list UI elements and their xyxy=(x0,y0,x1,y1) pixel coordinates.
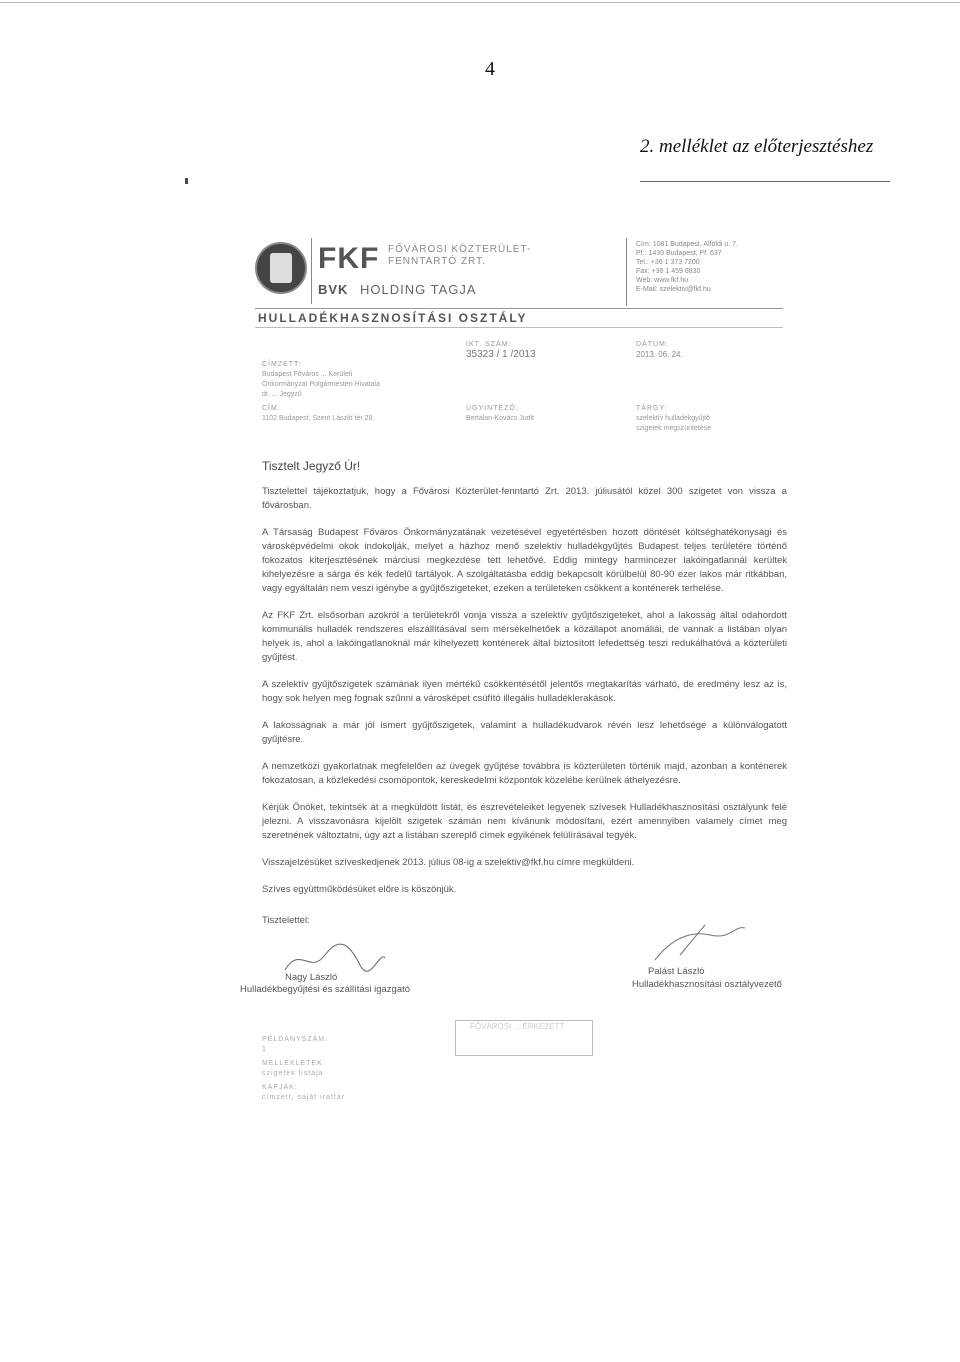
date-value: 2013. 06. 24. xyxy=(636,350,683,359)
recipients-label: KAPJÁK: xyxy=(262,1084,298,1091)
paragraph: Kérjük Önöket, tekintsék át a megküldött listát, és észrevételeiket legyenek szívesek Hulladékhasznosítási osztályunk felé jelezni. A visszavonásra kijelölt szigetek számán nem kívánunk módosítani, ezért amennyiben valamely címet meg szeretnének változtatni, úgy azt a listában szereplő címek egyikének felülírásával tegyék. xyxy=(262,802,787,841)
paragraph: Visszajelzésüket szíveskedjenek 2013. július 08-ig a szelektiv@fkf.hu címre megküldeni. xyxy=(262,857,635,868)
paragraph: Tisztelettel tájékoztatjuk, hogy a Fővárosi Közterület-fenntartó Zrt. 2013. júliusától közel 300 szigetet von vissza a fővárosban. xyxy=(262,486,787,511)
department-name: HULLADÉKHASZNOSÍTÁSI OSZTÁLY xyxy=(258,311,528,325)
copies-value: 1 xyxy=(262,1046,267,1053)
company-name xyxy=(388,244,531,268)
contact-divider xyxy=(626,238,627,306)
company-line: FENNTARTÓ ZRT. xyxy=(388,256,486,267)
signatory-title: Hulladékhasznosítási osztályvezető xyxy=(632,979,782,990)
paragraph: Az FKF Zrt. elsősorban azokról a területekről vonja vissza a szelektív gyűjtőszigeteket, ahol a lakosság által odahordott kommunális hulladék rendszeres elszállításával sem mérsékelhetőek a közállapot anomáliái, de vannak a listában olyan helyek is, ahol a lakóingatlanoknál már kihelyezett konténerek által biztosított lefedettség teszi redukálhatóvá a közterületi gyűjtést. xyxy=(262,610,787,663)
margin-mark xyxy=(185,178,188,184)
addressee-line: dr. ... Jegyző xyxy=(262,391,302,398)
paragraph: A Társaság Budapest Főváros Önkormányzatának vezetésével egyetértésben hozott döntését költséghatékonysági és városképvédelmi okok indokolják, melyet a házhoz menő szelektív hulladékgyűjtés Budapest teljes területére történő fokozatos kiterjesztésének márciusi megkezdése tett lehetővé. Eddig mintegy harmincezer lakóingatlannál kerültek kihelyezésre a sárga és kék fedelű tartályok. A szolgáltatásba eddig bekapcsolt körülbelül 80-90 ezer lakos már ritkábban, vagy egyáltalán nem veszi igénybe a gyűjtőszigeteket, ezeken a területeken csökkent a konténerek terhelése. xyxy=(262,527,787,594)
reference-block xyxy=(466,340,536,360)
reference-label: IKT. SZÁM: xyxy=(466,341,512,348)
stamp-text: FŐVÁROSI ... ÉRKEZETT xyxy=(470,1022,565,1031)
letter-body xyxy=(262,459,787,910)
addressee-block xyxy=(262,360,380,400)
address-block xyxy=(262,404,374,424)
address-value: 1102 Budapest, Szent László tér 29. xyxy=(262,415,375,422)
contact-line: Pf.: 1439 Budapest, Pf. 637 xyxy=(636,250,722,257)
subject-line: szigetek megszüntetése xyxy=(636,425,712,432)
department-rule-bottom xyxy=(255,327,783,328)
subject-line: szelektív hulladékgyűjtő xyxy=(636,415,710,422)
holding-brand: BVK xyxy=(318,282,349,297)
addressee-label: CÍMZETT: xyxy=(262,361,302,368)
page-number: 4 xyxy=(485,58,495,80)
waste-bin-icon xyxy=(270,253,292,283)
footer-block xyxy=(262,1035,345,1103)
closing: Tisztelettel: xyxy=(262,915,310,926)
subject-label: TÁRGY: xyxy=(636,405,668,412)
annex-underline xyxy=(640,181,890,182)
salutation: Tisztelt Jegyző Úr! xyxy=(262,459,361,473)
attachments-label: MELLÉKLETEK: xyxy=(262,1060,326,1067)
holding-text: HOLDING TAGJA xyxy=(360,282,477,297)
contact-line: Tel.: +36 1 373 7200 xyxy=(636,259,700,266)
contact-line: Fax: +36 1 459 6830 xyxy=(636,268,701,275)
top-rule xyxy=(0,2,960,3)
letterhead-divider xyxy=(311,238,312,304)
signatory-name: Nagy László xyxy=(285,972,338,983)
contact-line: E-Mail: szelektiv@fkf.hu xyxy=(636,286,711,293)
signatory-title: Hulladékbegyűjtési és szállítási igazgató xyxy=(240,984,411,995)
contact-line: Cím: 1081 Budapest, Alföldi u. 7. xyxy=(636,241,738,248)
addressee-line: Önkormányzat Polgármesteri Hivatala xyxy=(262,381,380,388)
paragraph: A szelektív gyűjtőszigetek számának ilyen mértékű csökkentésétől jelentős megtakarítás várható, de eredmény lesz az is, hogy sok helyen meg fognak szűnni a városképet csúfító illegális hulladéklerakások. xyxy=(262,679,787,704)
recipients-value: címzett, saját irattár xyxy=(262,1094,346,1101)
paragraph: A lakosságnak a már jól ismert gyűjtőszigetek, valamint a hulladékudvarok révén lesz lehetősége a különválogatott gyűjtésre. xyxy=(262,720,787,745)
paragraph: Szíves együttműködésüket előre is köszönjük. xyxy=(262,884,457,895)
reference-number: 35323 / 1 /2013 xyxy=(466,349,536,360)
date-label: DÁTUM: xyxy=(636,341,669,348)
paragraph: A nemzetközi gyakorlatnak megfelelően az üvegek gyűjtése továbbra is közterületen történik majd, azonban a konténerek fokozatosan, a közlekedési csomópontok, kereskedelmi központok közelébe kerülnek áthelyezésre. xyxy=(262,761,787,786)
date-block xyxy=(636,340,683,360)
addressee-line: Budapest Főváros ... Kerületi xyxy=(262,371,353,378)
brand-name: FKF xyxy=(318,242,380,275)
address-label: CÍM: xyxy=(262,405,281,412)
clerk-block xyxy=(466,404,534,424)
contact-line: Web: www.fkf.hu xyxy=(636,277,689,284)
annex-heading: 2. melléklet az előterjesztéshez xyxy=(640,136,874,157)
signatory-name: Palást László xyxy=(648,966,705,977)
contact-block xyxy=(636,240,738,294)
company-line: FŐVÁROSI KÖZTERÜLET- xyxy=(388,244,532,255)
signature-2 xyxy=(650,920,750,965)
copies-label: PÉLDÁNYSZÁM: xyxy=(262,1036,329,1043)
clerk-value: Bertalan-Kovács Judit xyxy=(466,415,535,422)
attachments-value: szigetek listája xyxy=(262,1070,324,1077)
subject-block xyxy=(636,404,711,434)
clerk-label: ÜGYINTÉZŐ: xyxy=(466,405,519,412)
department-rule-top xyxy=(255,308,783,309)
